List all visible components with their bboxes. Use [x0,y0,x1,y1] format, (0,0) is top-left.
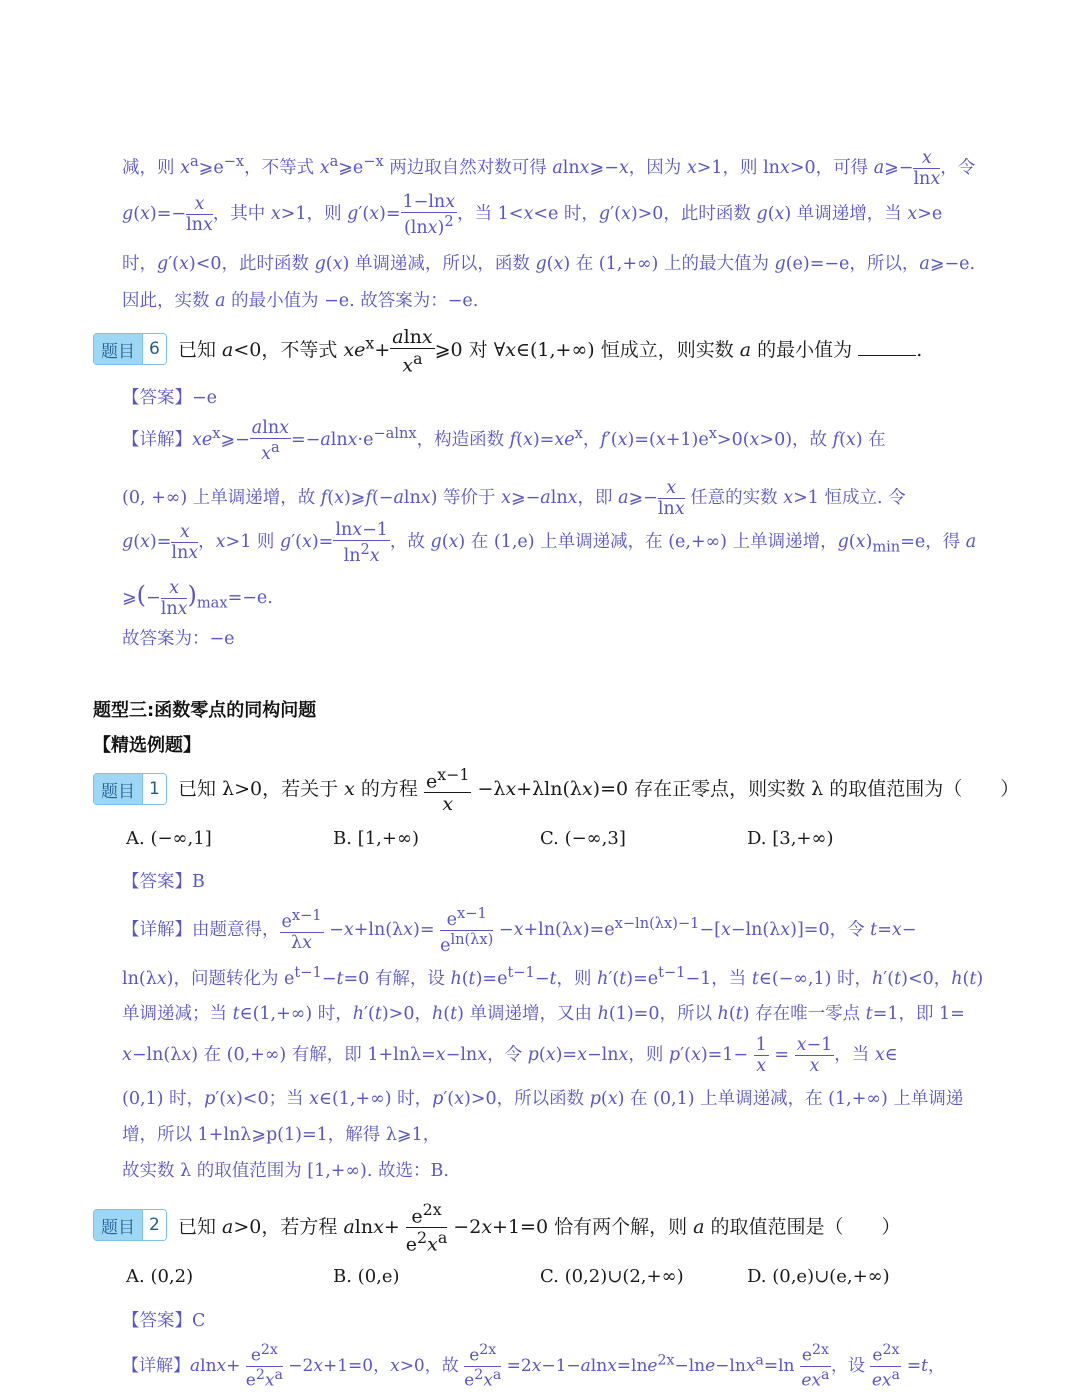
option-c: C. (−∞,3] [540,828,626,849]
option-b: B. [1,+∞) [333,828,419,849]
question-badge [93,773,167,805]
detail-line: 故答案为：−e [122,629,235,649]
question-badge [93,333,167,365]
math-text: g(x)= $\frac{x}{\ln x}$ ，x>1 则 g′(x)= $\frac{\ln x-1}{\ln^2x}$ ，故 g(x) 在 (1,e) 上单调递减，在 (e,+∞) 上单调递增，$g(x)_{min}=e$，得 a [122,520,977,566]
math-text: 已知 a>0，若方程 alnx+ $\frac{e^{2x}}{e^2x^a}$ −2x+1=0 恰有两个解，则 a 的取值范围是（ ） [178,1200,901,1256]
detail-line [122,1085,963,1110]
math-text: (0,1) 时，p′(x)<0；当 x∈(1,+∞) 时，p′(x)>0，所以函数 p(x) 在 (0,1) 上单调递减，在 (1,+∞) 上单调递 [122,1089,964,1109]
detail-line [122,1000,965,1025]
math-text: 时，g′(x)<0，此时函数 g(x) 单调递减，所以，函数 g(x) 在 (1,+∞) 上的最大值为 g(e)=−e，所以，a⩾−e. [122,254,976,274]
math-text: 【详解】由题意得， $\frac{e^{x-1}}{\lambda x}$ −x+ln(λx)= $\frac{e^{x-1}}{e^{ln(\lambda x)}}$ $-x+\ln(\lambda x)=e^{x-ln(\lambda x)-1}-[x-\ln(\lambda x)]=0$，令 t=x− [122,905,917,956]
solution-line [122,192,942,238]
math-text: (0, +∞) 上单调递增，故 f(x)⩾f(−alnx) 等价于 x⩾−alnx，即 a⩾− $\frac{x}{\ln x}$ 任意的实数 x>1 恒成立. 令 [122,478,906,519]
math-text: ln(λx)，问题转化为 $e^{t-1}-t=0$ 有解，设 $h(t)=e^{t-1}-t$，则 $h'(t)=e^{t-1}-1$，当 t∈(−∞,1) 时，h′(t)<0，h(t) [122,964,984,989]
question-badge [93,1209,167,1241]
detail-line [122,964,983,990]
math-text: 单调递减；当 t∈(1,+∞) 时，h′(t)>0，h(t) 单调递增，又由 h(1)=0，所以 h(t) 存在唯一零点 t=1，即 1= [122,1004,965,1024]
answer-line: 【答案】C [122,1311,206,1331]
option-a: A. (0,2) [126,1266,194,1287]
solution-line [122,148,975,189]
question-text [178,765,1019,815]
badge-number: 1 [142,774,166,804]
math-text: ⩾(− $\frac{x}{\ln x}$ )$_{max}=-e$. [122,578,273,619]
answer-line: 【答案】B [122,872,205,892]
option-a: A. (−∞,1] [126,828,212,849]
option-d: D. (0,e)∪(e,+∞) [747,1266,890,1287]
question-text [178,1200,901,1256]
badge-label: 题目 [94,774,142,804]
math-text: g(x)=− $\frac{x}{\ln x}$ ，其中 x>1，则 g′(x)= $\frac{1-\ln x}{(\ln x)^2}$ ，当 1<x<e 时，g′(x)>0，此时函数 g(x) 单调递增，当 x>e [122,192,943,238]
detail-line: 故实数 λ 的取值范围为 [1,+∞). 故选：B. [122,1161,449,1181]
detail-line [122,1342,945,1390]
option-d: D. [3,+∞) [747,828,834,849]
badge-number: 2 [142,1210,166,1240]
detail-line: 增，所以 1+lnλ⩾p(1)=1，解得 λ⩾1， [122,1125,441,1145]
detail-line [122,905,916,956]
math-text: 【详解】alnx+ $\frac{e^{2x}}{e^2x^a}$ −2x+1=0，x>0，故 $\frac{e^{2x}}{e^2x^a}$ =2x−1−alnx=lne$^{2x}$−lne−lnx$^a$=ln $e^{2x}$ $ex^a$ ，设 $e^{2x}$ $ex^a$ =t， [122,1342,945,1391]
answer-line: 【答案】−e [122,388,218,408]
math-text: 已知 λ>0，若关于 x 的方程 $\frac{e^{x-1}}{x}$ −λx+λln(λx)=0 存在正零点，则实数 λ 的取值范围为（ ） [178,765,1020,816]
detail-line [122,418,886,464]
solution-line [122,287,478,312]
question-text [178,326,922,376]
math-text: x−ln(λx) 在 (0,+∞) 有解，即 1+lnλ=x−lnx，令 p(x)=x−lnx，则 p′(x)=1− $\frac{1}{x}$ = $\frac{x-1}{x}$ ，当 x∈ [122,1035,898,1076]
solution-line [122,250,975,275]
option-b: B. (0,e) [333,1266,400,1287]
badge-number: 6 [142,334,166,364]
section-title: 题型三:函数零点的同构问题 [93,700,317,721]
option-c: C. (0,2)∪(2,+∞) [540,1266,684,1287]
detail-line [122,578,273,619]
badge-label: 题目 [94,1210,142,1240]
math-text: 减，则 $x^a⩾e^{-x}$，不等式 $x^a⩾e^{-x}$ 两边取自然对数可得 alnx⩾−x，因为 x>1，则 lnx>0，可得 a⩾− $\frac{x}{\ln x}$ ，令 [122,148,976,189]
detail-line [122,1035,898,1076]
detail-line [122,478,906,519]
badge-label: 题目 [94,334,142,364]
math-text: 【详解】$xe^x⩾-$ $\frac{alnx}{x^a}$ $=-alnx\cdot e^{-alnx}$，构造函数 $f(x)=xe^x$，$f'(x)=(x+1)e^x>0(x>0)$，故 f(x) 在 [122,418,886,464]
math-text: 已知 a<0，不等式 $xe^x+$ $\frac{alnx}{x^a}$ ⩾0 对 ∀x∈(1,+∞) 恒成立，则实数 a 的最小值为 . [178,326,923,377]
section-subtitle: 【精选例题】 [93,735,201,756]
detail-line [122,520,976,566]
math-text: 因此，实数 a 的最小值为 −e. 故答案为：−e. [122,291,479,311]
